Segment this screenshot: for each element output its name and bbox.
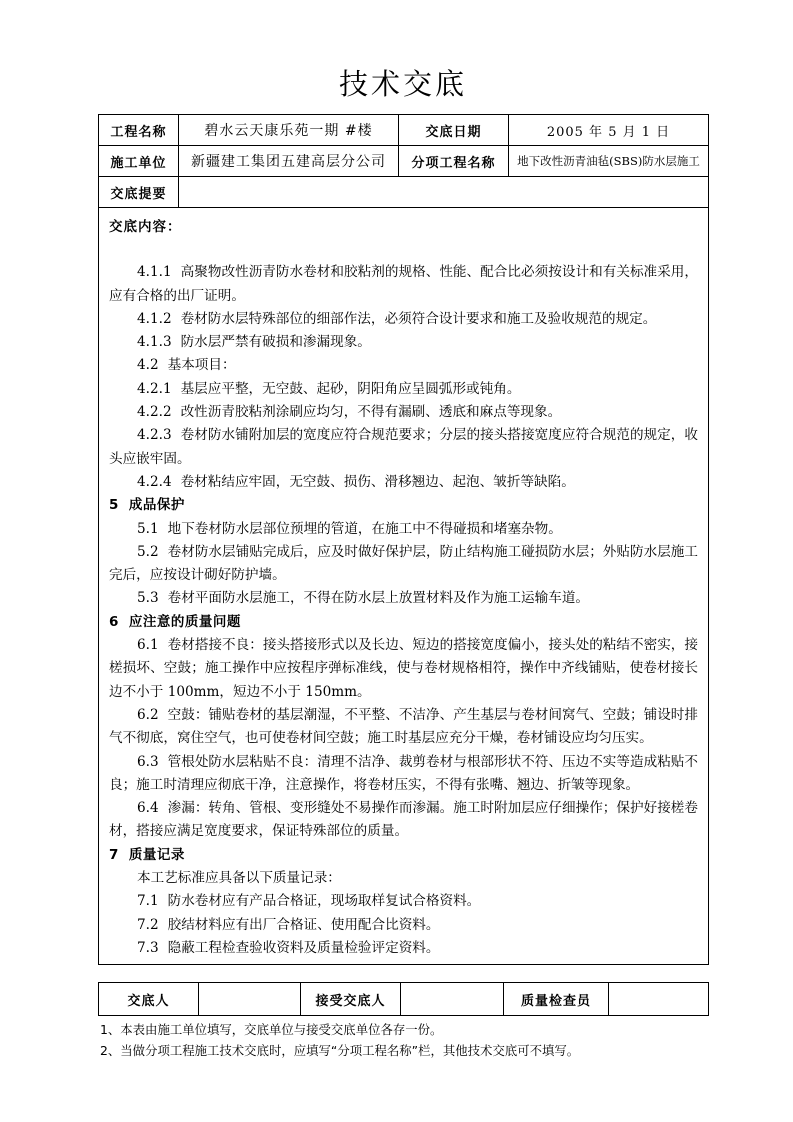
subproject-label: 分项工程名称 [399, 146, 509, 177]
paragraph-text: 高聚物改性沥青防水卷材和胶粘剂的规格、性能、配合比必须按设计和有关标准采用，应有合格的出厂证明。 [109, 264, 698, 304]
content-list [109, 261, 698, 960]
content-paragraph [109, 308, 698, 331]
table-row-brief [99, 177, 709, 208]
content-paragraph [109, 890, 698, 913]
project-name-label: 工程名称 [99, 115, 179, 146]
section-number: 7 [109, 846, 119, 863]
paragraph-text: 卷材搭接不良：接头搭接形式以及长边、短边的搭接宽度偏小，接头处的粘结不密实，接槎损坏、空鼓；施工操作中应按程序弹标准线，使与卷材规格相符，操作中齐线铺贴，使卷材接长边不小于 100mm，短边不小于 150mm。 [109, 637, 698, 700]
paragraph-text: 防水层严禁有破损和渗漏现象。 [180, 334, 371, 351]
signature-table [98, 982, 709, 1016]
paragraph-number: 4.2 [137, 357, 159, 374]
content-paragraph [109, 587, 698, 610]
content-body [99, 208, 708, 964]
content-paragraph [109, 751, 698, 798]
presenter-label: 交底人 [99, 983, 199, 1016]
inspector-value[interactable] [609, 983, 709, 1016]
table-row-content [99, 208, 709, 965]
paragraph-number: 6.1 [137, 637, 159, 654]
paragraph-number: 4.2.1 [137, 380, 172, 397]
content-paragraph [109, 704, 698, 751]
paragraph-text: 胶结材料应有出厂合格证、使用配合比资料。 [167, 916, 440, 933]
paragraph-text: 基层应平整，无空鼓、起砂，阴阳角应呈圆弧形或钝角。 [180, 380, 521, 397]
paragraph-number: 4.2.4 [137, 473, 172, 490]
receiver-value[interactable] [401, 983, 504, 1016]
paragraph-number: 7.1 [137, 893, 159, 910]
construction-unit-label: 施工单位 [99, 146, 179, 177]
paragraph-text: 基本项目： [167, 357, 236, 374]
section-title: 应注意的质量问题 [128, 613, 241, 630]
section-number: 6 [109, 613, 119, 630]
paragraph-text: 防水卷材应有产品合格证，现场取样复试合格资料。 [167, 893, 481, 910]
inspector-label: 质量检查员 [504, 983, 609, 1016]
construction-unit-value[interactable]: 新疆建工集团五建高层分公司 [179, 146, 399, 177]
paragraph-text: 管根处防水层粘贴不良：清理不洁净、裁剪卷材与根部形状不符、压边不实等造成粘贴不良；施工时清理应彻底干净，注意操作，将卷材压实，不得有张嘴、翘边、折皱等现象。 [109, 753, 698, 793]
content-paragraph [109, 261, 698, 308]
paragraph-number: 6.4 [137, 800, 159, 817]
paragraph-text: 空鼓：铺贴卷材的基层潮湿，不平整、不洁净、产生基层与卷材间窝气、空鼓；铺设时排气不彻底，窝住空气，也可使卷材间空鼓；施工时基层应充分干燥，卷材铺设应均匀压实。 [109, 706, 698, 747]
content-paragraph [109, 634, 698, 704]
table-row-signatures [99, 983, 709, 1016]
page-title: 技术交底 [338, 67, 467, 101]
content-paragraph [109, 378, 698, 401]
paragraph-number: 6.2 [137, 706, 159, 723]
paragraph-number: 6.3 [137, 753, 159, 770]
table-row-project [99, 115, 709, 146]
content-paragraph [109, 354, 698, 377]
paragraph-number: 7.3 [137, 939, 159, 956]
content-paragraph [109, 331, 698, 354]
paragraph-text: 卷材防水层铺贴完成后，应及时做好保护层，防止结构施工碰损防水层；外贴防水层施工完后，应按设计砌好防护墙。 [109, 543, 698, 584]
footnotes [100, 1019, 720, 1061]
section-heading [109, 494, 698, 517]
footnote-1: 1、本表由施工单位填写，交底单位与接受交底单位各存一份。 [100, 1022, 443, 1037]
paragraph-text: 卷材平面防水层施工，不得在防水层上放置材料及作为施工运输车道。 [167, 590, 590, 607]
section-title: 成品保护 [128, 497, 185, 514]
paragraph-number: 4.2.3 [137, 427, 172, 444]
paragraph-number: 4.1.1 [137, 264, 172, 281]
brief-label: 交底提要 [99, 177, 179, 208]
paragraph-text: 改性沥青胶粘剂涂刷应均匀，不得有漏刷、透底和麻点等现象。 [180, 404, 562, 421]
content-paragraph [109, 401, 698, 424]
section-heading [109, 611, 698, 634]
content-paragraph [109, 471, 698, 494]
header-info-table [98, 114, 709, 965]
footnote-2: 2、当做分项工程施工技术交底时，应填写“分项工程名称”栏，其他技术交底可不填写。 [100, 1043, 580, 1058]
content-heading: 交底内容： [109, 219, 182, 235]
brief-value[interactable] [179, 177, 709, 208]
section-title: 质量记录 [128, 846, 185, 863]
paragraph-number: 7.2 [137, 916, 159, 933]
section-heading [109, 844, 698, 867]
paragraph-number: 4.1.2 [137, 310, 172, 327]
date-label: 交底日期 [399, 115, 509, 146]
paragraph-text: 本工艺标准应具备以下质量记录： [137, 870, 341, 887]
paragraph-text: 地下卷材防水层部位预埋的管道，在施工中不得碰损和堵塞杂物。 [167, 520, 562, 537]
content-paragraph [109, 797, 698, 844]
paragraph-number: 5.2 [137, 543, 159, 560]
paragraph-text: 卷材防水层特殊部位的细部作法，必须符合设计要求和施工及验收规范的规定。 [180, 310, 657, 327]
subproject-value[interactable]: 地下改性沥青油毡(SBS)防水层施工 [509, 146, 709, 177]
content-cell [99, 208, 709, 965]
paragraph-text: 渗漏：转角、管根、变形缝处不易操作而渗漏。施工时附加层应仔细操作；保护好接槎卷材，搭接应满足宽度要求，保证特殊部位的质量。 [109, 800, 698, 840]
date-value[interactable]: 2005 年 5 月 1 日 [509, 115, 709, 146]
project-name-value[interactable]: 碧水云天康乐苑一期 #楼 [179, 115, 399, 146]
receiver-label: 接受交底人 [301, 983, 401, 1016]
content-paragraph [109, 518, 698, 541]
paragraph-number: 5.3 [137, 590, 159, 607]
content-paragraph [109, 541, 698, 588]
paragraph-number: 4.2.2 [137, 404, 172, 421]
section-number: 5 [109, 497, 119, 514]
paragraph-number: 5.1 [137, 520, 159, 537]
paragraph-number: 4.1.3 [137, 334, 172, 351]
content-paragraph [109, 914, 698, 937]
content-paragraph [109, 867, 698, 890]
content-paragraph [109, 424, 698, 471]
presenter-value[interactable] [199, 983, 301, 1016]
paragraph-text: 卷材粘结应牢固，无空鼓、损伤、滑移翘边、起泡、皱折等缺陷。 [180, 473, 575, 490]
paragraph-text: 隐蔽工程检查验收资料及质量检验评定资料。 [167, 939, 440, 956]
content-paragraph [109, 937, 698, 960]
table-row-unit [99, 146, 709, 177]
paragraph-text: 卷材防水铺附加层的宽度应符合规范要求；分层的接头搭接宽度应符合规范的规定，收头应嵌牢固。 [109, 427, 698, 467]
